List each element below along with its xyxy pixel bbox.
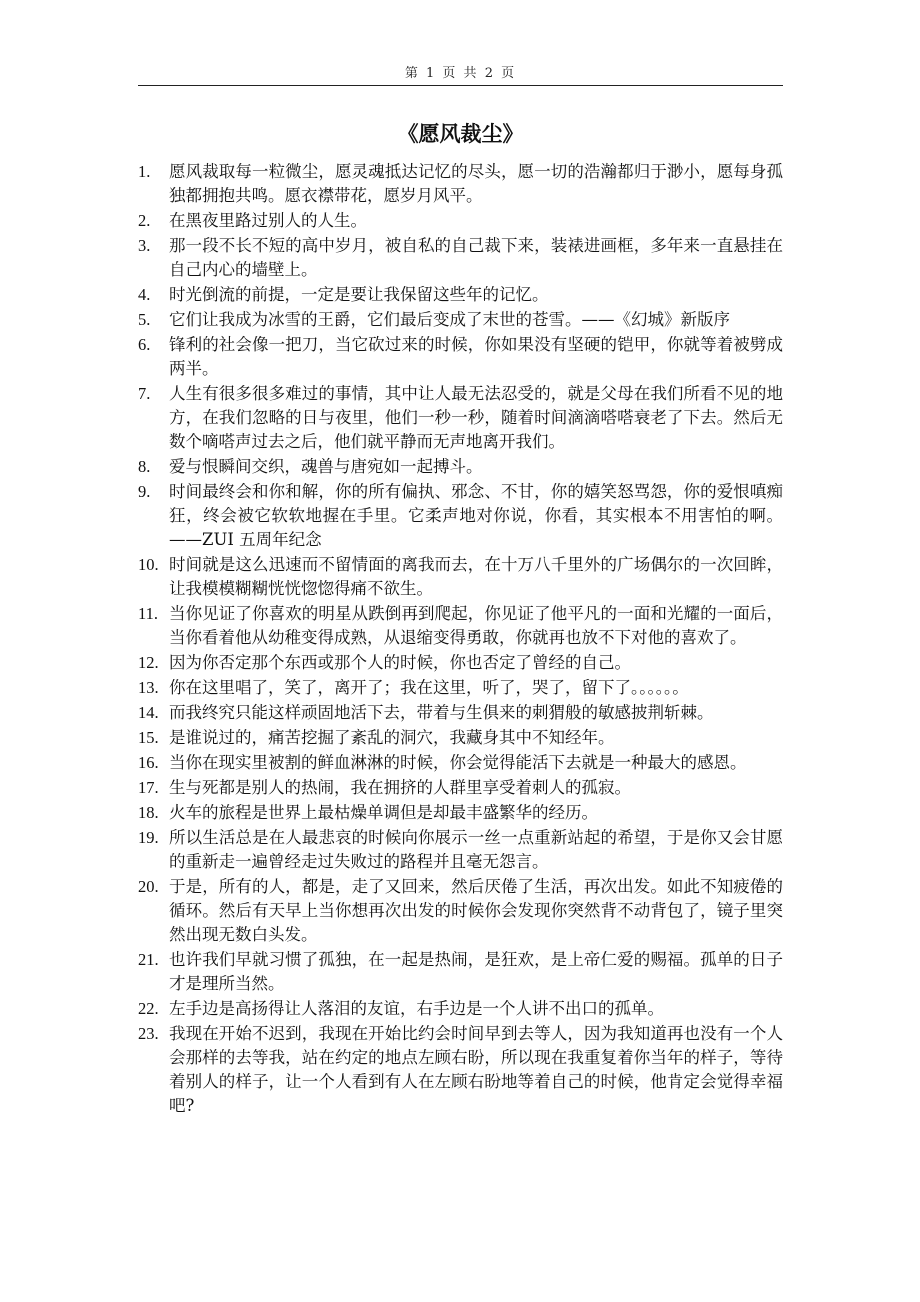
item-number: 1. [138, 162, 151, 181]
item-text: 而我终究只能这样顽固地活下去，带着与生俱来的刺猬般的敏感披荆斩棘。 [169, 703, 714, 722]
item-text: 因为你否定那个东西或那个人的时候，你也否定了曾经的自己。 [169, 653, 631, 672]
item-text: 愿风裁取每一粒微尘，愿灵魂抵达记忆的尽头，愿一切的浩瀚都归于渺小，愿每身孤独都拥抱共鸣。愿衣襟带花，愿岁月风平。 [169, 162, 783, 205]
page-indicator: 第 1 页 共 2 页 [404, 66, 517, 81]
item-number: 5. [138, 310, 151, 329]
list-item [138, 776, 783, 800]
list-item [138, 875, 783, 947]
list-item [138, 480, 783, 552]
list-item [138, 160, 783, 208]
item-text: 所以生活总是在人最悲哀的时候向你展示一丝一点重新站起的希望，于是你又会甘愿的重新走一遍曾经走过失败过的路程并且毫无怨言。 [169, 828, 783, 871]
list-item [138, 333, 783, 381]
list-item [138, 283, 783, 307]
item-text: 时间最终会和你和解，你的所有偏执、邪念、不甘，你的嬉笑怒骂怨，你的爱恨嗔痴狂，终会被它软软地握在手里。它柔声地对你说，你看，其实根本不用害怕的啊。——ZUI 五周年纪念 [169, 482, 783, 549]
list-item [138, 602, 783, 650]
list-item [138, 553, 783, 601]
item-number: 19. [138, 828, 159, 847]
list-item [138, 701, 783, 725]
item-number: 21. [138, 950, 159, 969]
item-text: 时光倒流的前提，一定是要让我保留这些年的记忆。 [169, 285, 549, 304]
item-number: 15. [138, 728, 159, 747]
item-text: 火车的旅程是世界上最枯燥单调但是却最丰盛繁华的经历。 [169, 803, 598, 822]
item-number: 18. [138, 803, 159, 822]
item-text: 时间就是这么迅速而不留情面的离我而去，在十万八千里外的广场偶尔的一次回眸，让我模模糊糊恍恍惚惚得痛不欲生。 [169, 555, 783, 598]
list-item [138, 826, 783, 874]
item-text: 我现在开始不迟到，我现在开始比约会时间早到去等人，因为我知道再也没有一个人会那样的去等我，站在约定的地点左顾右盼，所以现在我重复着你当年的样子，等待着别人的样子，让一个人看到有人在左顾右盼地等着自己的时候，他肯定会觉得幸福吧? [169, 1024, 783, 1115]
list-item [138, 948, 783, 996]
list-item [138, 209, 783, 233]
list-item [138, 382, 783, 454]
list-item [138, 651, 783, 675]
item-number: 8. [138, 457, 151, 476]
item-number: 11. [138, 604, 159, 623]
item-number: 12. [138, 653, 159, 672]
quote-list [138, 160, 783, 1119]
list-item [138, 234, 783, 282]
item-number: 3. [138, 236, 151, 255]
item-number: 22. [138, 999, 159, 1018]
item-text: 锋利的社会像一把刀，当它砍过来的时候，你如果没有坚硬的铠甲，你就等着被劈成两半。 [169, 335, 783, 378]
item-number: 13. [138, 678, 159, 697]
header-divider [138, 85, 783, 86]
item-number: 6. [138, 335, 151, 354]
list-item [138, 1022, 783, 1118]
item-text: 也许我们早就习惯了孤独，在一起是热闹，是狂欢，是上帝仁爱的赐福。孤单的日子才是理所当然。 [169, 950, 783, 993]
list-item [138, 801, 783, 825]
list-item [138, 676, 783, 700]
item-number: 20. [138, 877, 159, 896]
item-text: 那一段不长不短的高中岁月，被自私的自己裁下来，装裱进画框，多年来一直悬挂在自己内心的墙壁上。 [169, 236, 783, 279]
item-text: 是谁说过的，痛苦挖掘了紊乱的洞穴，我藏身其中不知经年。 [169, 728, 615, 747]
item-text: 爱与恨瞬间交织，魂兽与唐宛如一起搏斗。 [169, 457, 483, 476]
list-item [138, 455, 783, 479]
item-text: 在黑夜里路过别人的人生。 [169, 211, 367, 230]
item-text: 它们让我成为冰雪的王爵，它们最后变成了末世的苍雪。——《幻城》新版序 [169, 310, 730, 329]
document-title: 《愿风裁尘》 [397, 121, 524, 146]
item-number: 16. [138, 753, 159, 772]
item-number: 23. [138, 1024, 159, 1043]
item-number: 4. [138, 285, 151, 304]
item-text: 你在这里唱了，笑了，离开了；我在这里，听了，哭了，留下了。。。。。。 [169, 678, 689, 697]
item-number: 10. [138, 555, 159, 574]
item-text: 生与死都是别人的热闹，我在拥挤的人群里享受着刺人的孤寂。 [169, 778, 631, 797]
item-text: 人生有很多很多难过的事情，其中让人最无法忍受的，就是父母在我们所看不见的地方，在我们忽略的日与夜里，他们一秒一秒，随着时间滴滴嗒嗒衰老了下去。然后无数个嘀嗒声过去之后，他们就平静而无声地离开我们。 [169, 384, 783, 451]
item-text: 左手边是高扬得让人落泪的友谊，右手边是一个人讲不出口的孤单。 [169, 999, 664, 1018]
list-item [138, 997, 783, 1021]
item-text: 当你见证了你喜欢的明星从跌倒再到爬起，你见证了他平凡的一面和光耀的一面后，当你看着他从幼稚变得成熟，从退缩变得勇敢，你就再也放不下对他的喜欢了。 [169, 604, 783, 647]
item-text: 当你在现实里被割的鲜血淋淋的时候，你会觉得能活下去就是一种最大的感恩。 [169, 753, 747, 772]
item-number: 17. [138, 778, 159, 797]
item-number: 2. [138, 211, 151, 230]
item-number: 14. [138, 703, 159, 722]
list-item [138, 751, 783, 775]
item-text: 于是，所有的人，都是，走了又回来，然后厌倦了生活，再次出发。如此不知疲倦的循环。然后有天早上当你想再次出发的时候你会发现你突然背不动背包了，镜子里突然出现无数白头发。 [169, 877, 783, 944]
list-item [138, 726, 783, 750]
list-item [138, 308, 783, 332]
item-number: 7. [138, 384, 151, 403]
item-number: 9. [138, 482, 151, 501]
